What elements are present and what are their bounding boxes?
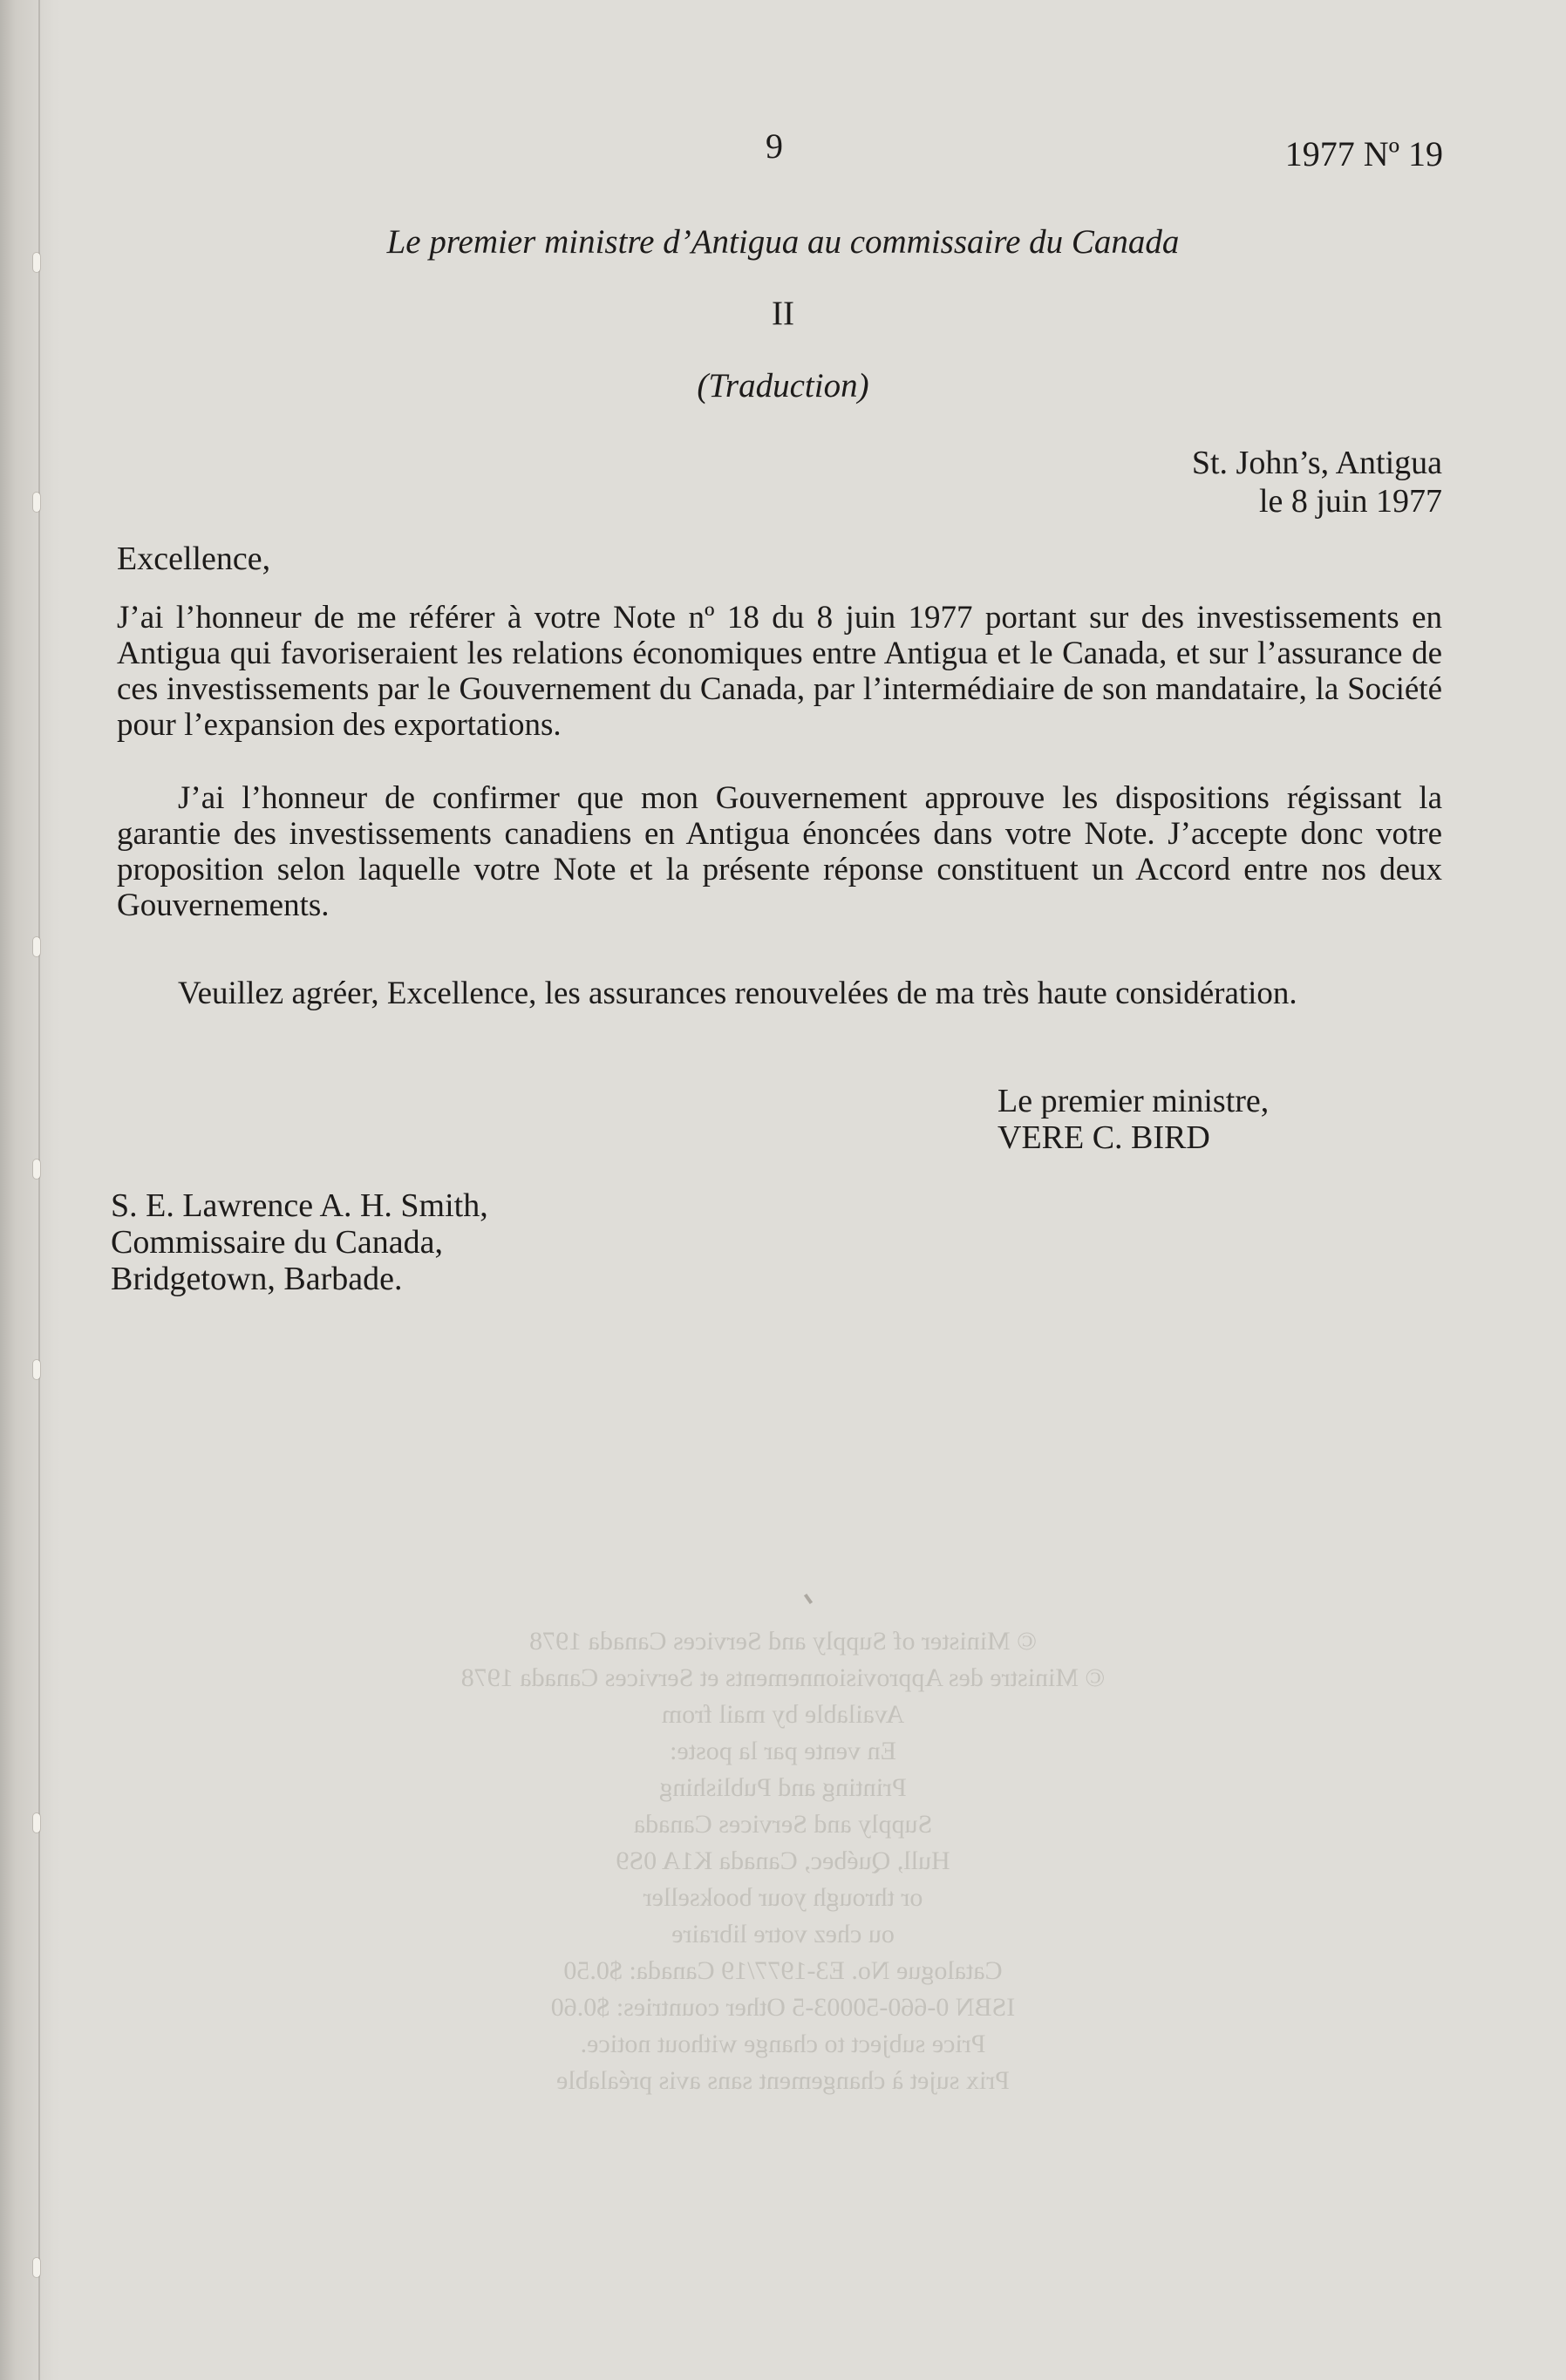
- show-through-line: Supply and Services Canada: [633, 1810, 933, 1839]
- show-through-line: Catalogue No. E3-1977/19 Canada: $0.50: [563, 1956, 1003, 1985]
- show-through-line: Prix sujet à changement sans avis préalable: [556, 2066, 1010, 2095]
- show-through-line: Available by mail from: [661, 1700, 905, 1729]
- document-reference: 1977 Nº 19: [1284, 134, 1443, 173]
- signature-block: [997, 1083, 1269, 1156]
- binding-stitch: [33, 493, 40, 512]
- body-paragraph: J’ai l’honneur de me référer à votre Note nº 18 du 8 juin 1977 portant sur des investissements en Antigua qui favoriseraient les relations économiques entre Antigua et le Canada, et sur l’assurance de ces investissements par le Gouvernement du Canada, par l’intermédiaire de son mandataire, la Société pour l’expansion des exportations.: [117, 600, 1442, 743]
- recipient-location: Bridgetown, Barbade.: [111, 1261, 403, 1297]
- letter-date: le 8 juin 1977: [1258, 483, 1442, 520]
- signatory-name: VERE C. BIRD: [997, 1119, 1210, 1156]
- show-through-line: or through your bookseller: [643, 1883, 923, 1912]
- show-through-line: © Minister of Supply and Services Canada 1978: [529, 1627, 1037, 1656]
- paper-speck: [804, 1594, 813, 1604]
- binding-stitch: [33, 937, 40, 956]
- show-through-text: [0, 1623, 1566, 2099]
- show-through-line: Price subject to change without notice.: [580, 2030, 986, 2058]
- show-through-line: Hull, Québec, Canada K1A 0S9: [616, 1846, 950, 1875]
- place-date-block: [989, 444, 1442, 520]
- show-through-line: © Ministre des Approvisionnements et Services Canada 1978: [460, 1663, 1106, 1692]
- recipient-role: Commissaire du Canada,: [111, 1224, 443, 1261]
- binding-stitch: [33, 1360, 40, 1379]
- show-through-line: ISBN 0-660-50003-5 Other countries: $0.60: [550, 1993, 1016, 2022]
- letter-heading: Le premier ministre d’Antigua au commissaire du Canada: [386, 223, 1180, 261]
- section-number: II: [772, 295, 794, 332]
- show-through-line: Printing and Publishing: [659, 1773, 907, 1802]
- recipient-address: [111, 1187, 488, 1297]
- signatory-title: Le premier ministre,: [997, 1083, 1270, 1119]
- binding-stitch: [33, 2258, 40, 2277]
- show-through-line: ou chez votre libraire: [671, 1920, 895, 1948]
- salutation: Excellence,: [117, 541, 271, 577]
- recipient-name: S. E. Lawrence A. H. Smith,: [111, 1187, 488, 1224]
- body-paragraph: J’ai l’honneur de confirmer que mon Gouvernement approuve les dispositions régissant la garantie des investissements canadiens en Antigua énoncées dans votre Note. J’accepte donc votre proposition selon laquelle votre Note et la présente réponse constituent un Accord entre nos deux Gouvernements.: [117, 780, 1442, 923]
- show-through-line: En vente par la poste:: [670, 1737, 896, 1765]
- translation-note: (Traduction): [697, 367, 869, 405]
- letter-place: St. John’s, Antigua: [1191, 445, 1442, 481]
- page-number: 9: [766, 126, 783, 166]
- binding-stitch: [33, 1159, 40, 1179]
- closing-paragraph: Veuillez agréer, Excellence, les assurances renouvelées de ma très haute considération.: [178, 976, 1297, 1011]
